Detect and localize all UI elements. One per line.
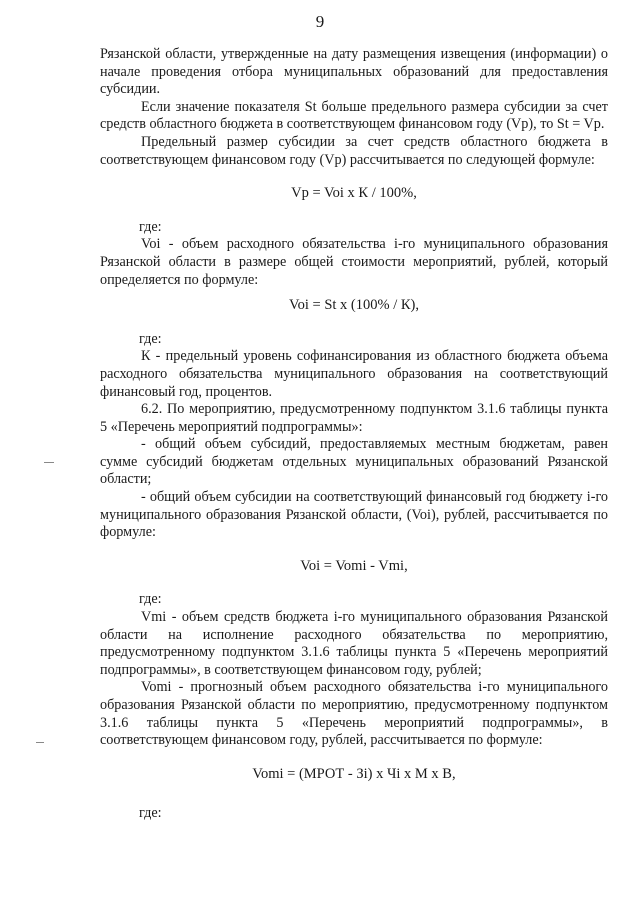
scan-mark [44, 462, 54, 463]
list-item: - общий объем субсидий, предоставляемых местным бюджетам, равен сумме субсидий бюджетам отдельных муниципальных образований Рязанской области; [100, 436, 608, 488]
definition: Voi - объем расходного обязательства i-го муниципального образования Рязанской области в размере общей стоимости мероприятий, рублей, который определяется по формуле: [100, 236, 608, 288]
formula: Voi = Vomi - Vmi, [300, 557, 408, 574]
document-body [100, 46, 608, 823]
definition: Vmi - объем средств бюджета i-го муниципального образования Рязанской области на исполнение расходного обязательства по мероприятию, предусмотренному подпунктом 3.1.6 таблицы пункта 5 «Перечень мероприятий подпрограммы», в соответствующем финансовом году, рублей; [100, 609, 608, 678]
where-label: где: [139, 330, 162, 347]
formula: Voi = St x (100% / К), [289, 297, 419, 314]
formula: Vp = Voi x К / 100%, [291, 185, 417, 202]
definition: Vomi - прогнозный объем расходного обязательства i-го муниципального образования Рязанской области по мероприятию, предусмотренному подпунктом 3.1.6 таблицы пункта 5 «Перечень мероприятий подпрограммы», в соответствующем финансовом году, рублей, рассчитывается по формуле: [100, 679, 608, 749]
formula: Vomi = (МРОТ - Зi) x Чi x М x В, [252, 765, 456, 782]
page-number: 9 [315, 12, 325, 31]
where-label: где: [139, 805, 162, 822]
paragraph: 6.2. По мероприятию, предусмотренному подпунктом 3.1.6 таблицы пункта 5 «Перечень мероприятий подпрограммы»: [100, 401, 608, 435]
paragraph: Рязанской области, утвержденные на дату размещения извещения (информации) о начале проведения отбора муниципальных образований для предоставления субсидии. [100, 46, 608, 98]
definition: К - предельный уровень софинансирования из областного бюджета объема расходного обязательства муниципального образования на соответствующий финансовый год, процентов. [100, 348, 608, 400]
where-label: где: [139, 591, 162, 608]
list-item: - общий объем субсидии на соответствующий финансовый год бюджету i-го муниципального образования Рязанской области, (Voi), рублей, рассчитывается по формуле: [100, 489, 608, 541]
scan-mark [36, 742, 44, 743]
paragraph: Предельный размер субсидии за счет средств областного бюджета в соответствующем финансовом году (Vp) рассчитывается по следующей формуле: [100, 133, 608, 168]
paragraph: Если значение показателя St больше предельного размера субсидии за счет средств областного бюджета в соответствующем финансовом году (Vp), то St = Vp. [100, 98, 608, 133]
where-label: где: [139, 218, 162, 235]
